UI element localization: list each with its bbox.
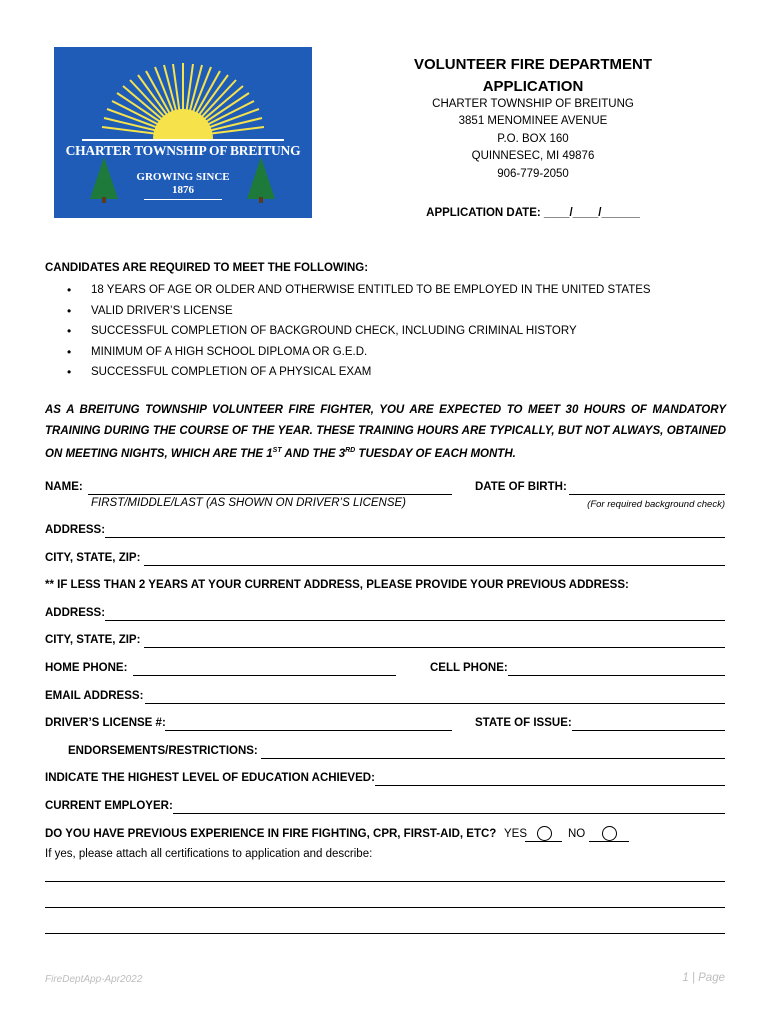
home-phone-label: HOME PHONE: xyxy=(45,662,128,674)
form-title xyxy=(398,54,668,98)
logo-slogan: GROWING SINCE xyxy=(136,171,230,183)
logo-year: 1876 xyxy=(172,184,194,196)
logo-township-name: CHARTER TOWNSHIP OF BREITUNG xyxy=(65,143,301,158)
list-item: • SUCCESSFUL COMPLETION OF BACKGROUND CHECK, INCLUDING CRIMINAL HISTORY xyxy=(45,321,651,342)
dob-hint: (For required background check) xyxy=(587,499,725,510)
yes-label: YES xyxy=(504,828,528,840)
endorsements-label: ENDORSEMENTS/RESTRICTIONS: xyxy=(68,745,258,757)
notice-text: AS A BREITUNG TOWNSHIP VOLUNTEER FIRE FIGHTER, YOU ARE EXPECTED TO MEET 30 HOURS OF MANDATORY TRAINING DURING THE COURSE OF THE YEAR. THESE TRAINING HOURS ARE TYPICALLY, BUT NOT ALWAYS, OBTAINED ON MEETING NIGHTS, WHICH ARE THE 1 xyxy=(45,404,726,460)
requirements-heading: CANDIDATES ARE REQUIRED TO MEET THE FOLLOWING: xyxy=(45,262,369,274)
dob-label: DATE OF BIRTH: xyxy=(475,481,567,493)
footer-page-number: 1 | Page xyxy=(682,972,725,984)
application-date-field[interactable]: APPLICATION DATE: ____/____/______ xyxy=(426,207,640,219)
title-line-1: VOLUNTEER FIRE DEPARTMENT xyxy=(413,56,653,73)
employer-label: CURRENT EMPLOYER: xyxy=(45,800,173,812)
no-radio[interactable] xyxy=(602,826,617,841)
org-city: QUINNESEC, MI 49876 xyxy=(471,150,595,163)
previous-address-note: ** IF LESS THAN 2 YEARS AT YOUR CURRENT ADDRESS, PLEASE PROVIDE YOUR PREVIOUS ADDRESS: xyxy=(45,579,629,591)
dob-input[interactable] xyxy=(569,494,725,495)
email-label: EMAIL ADDRESS: xyxy=(45,690,144,702)
cell-phone-label: CELL PHONE: xyxy=(430,662,508,674)
name-label: NAME: xyxy=(45,481,83,493)
education-label: INDICATE THE HIGHEST LEVEL OF EDUCATION ACHIEVED: xyxy=(45,772,375,784)
endorsements-input[interactable] xyxy=(261,758,725,759)
description-line[interactable] xyxy=(45,933,725,934)
state-of-issue-label: STATE OF ISSUE: xyxy=(475,717,572,729)
education-input[interactable] xyxy=(375,785,725,786)
address-label: ADDRESS: xyxy=(45,524,106,536)
footer-doc-id: FireDeptApp-Apr2022 xyxy=(45,974,143,985)
city-state-zip-input[interactable] xyxy=(144,565,725,566)
title-line-2: APPLICATION xyxy=(482,78,584,95)
license-input[interactable] xyxy=(165,730,452,731)
experience-question: DO YOU HAVE PREVIOUS EXPERIENCE IN FIRE FIGHTING, CPR, FIRST-AID, ETC? xyxy=(45,828,497,840)
no-line xyxy=(589,841,629,842)
requirements-list xyxy=(45,280,651,383)
description-line[interactable] xyxy=(45,881,725,882)
org-phone: 906-779-2050 xyxy=(497,167,569,180)
org-address xyxy=(398,96,668,183)
training-notice xyxy=(45,400,726,464)
email-input[interactable] xyxy=(145,703,725,704)
notice-text: TUESDAY OF EACH MONTH. xyxy=(355,447,516,460)
previous-city-state-zip-input[interactable] xyxy=(144,647,725,648)
org-name: CHARTER TOWNSHIP OF BREITUNG xyxy=(432,98,634,110)
previous-city-state-zip-label: CITY, STATE, ZIP: xyxy=(45,634,141,646)
description-line[interactable] xyxy=(45,907,725,908)
home-phone-input[interactable] xyxy=(133,675,396,676)
employer-input[interactable] xyxy=(173,813,725,814)
notice-text: AND THE 3 xyxy=(281,447,346,460)
township-logo xyxy=(54,47,312,218)
list-item: • MINIMUM OF A HIGH SCHOOL DIPLOMA OR G.E.D. xyxy=(45,342,651,363)
list-item: • 18 YEARS OF AGE OR OLDER AND OTHERWISE ENTITLED TO BE EMPLOYED IN THE UNITED STATES xyxy=(45,280,651,301)
org-street: 3851 MENOMINEE AVENUE xyxy=(458,115,608,128)
previous-address-label: ADDRESS: xyxy=(45,607,106,619)
notice-superscript: ST xyxy=(272,447,282,454)
attach-note: If yes, please attach all certifications to application and describe: xyxy=(45,848,373,860)
no-label: NO xyxy=(568,828,586,840)
list-item: • VALID DRIVER’S LICENSE xyxy=(45,301,651,322)
name-hint: FIRST/MIDDLE/LAST (AS SHOWN ON DRIVER’S LICENSE) xyxy=(91,497,407,509)
previous-address-input[interactable] xyxy=(105,620,725,621)
org-po-box: P.O. BOX 160 xyxy=(497,132,569,145)
yes-radio[interactable] xyxy=(537,826,552,841)
list-item: • SUCCESSFUL COMPLETION OF A PHYSICAL EXAM xyxy=(45,362,651,383)
cell-phone-input[interactable] xyxy=(508,675,725,676)
notice-superscript: RD xyxy=(345,447,356,454)
address-input[interactable] xyxy=(105,537,725,538)
yes-line xyxy=(525,841,562,842)
name-input[interactable] xyxy=(88,494,452,495)
city-state-zip-label: CITY, STATE, ZIP: xyxy=(45,552,141,564)
license-label: DRIVER’S LICENSE #: xyxy=(45,717,166,729)
state-of-issue-input[interactable] xyxy=(572,730,725,731)
